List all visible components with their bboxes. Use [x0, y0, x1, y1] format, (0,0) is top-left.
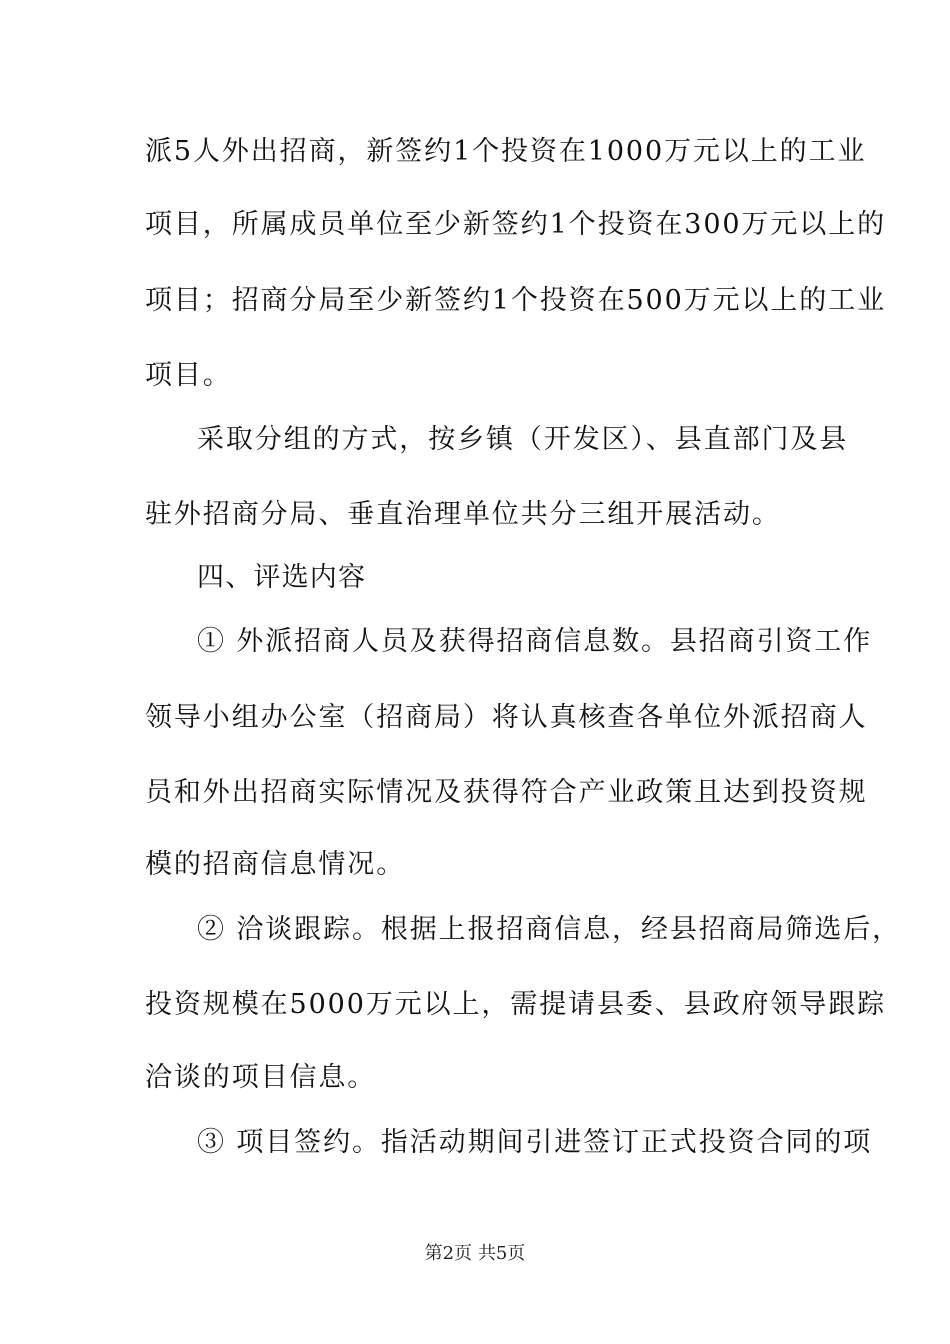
body-text-line: 领导小组办公室（招商局）将认真核查各单位外派招商人: [145, 702, 868, 733]
body-text-line: 项目；招商分局至少新签约1个投资在500万元以上的工业: [145, 285, 887, 316]
body-text-line: 模的招商信息情况。: [145, 849, 406, 880]
paragraph-first-line: ③ 项目签约。指活动期间引进签订正式投资合同的项: [197, 1127, 873, 1158]
body-text-line: 项目，所属成员单位至少新签约1个投资在300万元以上的: [145, 209, 887, 240]
body-text-line: 派5人外出招商，新签约1个投资在1000万元以上的工业: [145, 136, 867, 167]
body-text-line: 投资规模在5000万元以上，需提请县委、县政府领导跟踪: [145, 989, 887, 1020]
body-text-line: 洽谈的项目信息。: [145, 1062, 377, 1093]
body-text-line: 员和外出招商实际情况及获得符合产业政策且达到投资规: [145, 777, 868, 808]
paragraph-first-line: ① 外派招商人员及获得招商信息数。县招商引资工作: [197, 626, 873, 657]
page-footer: 第2页 共5页: [424, 1243, 526, 1264]
body-text-line: 驻外招商分局、垂直治理单位共分三组开展活动。: [145, 499, 781, 530]
paragraph-first-line: 采取分组的方式，按乡镇（开发区）、县直部门及县: [197, 424, 849, 455]
section-heading: 四、评选内容: [197, 562, 367, 593]
paragraph-first-line: ② 洽谈跟踪。根据上报招商信息，经县招商局筛选后，: [197, 914, 902, 945]
body-text-line: 项目。: [145, 360, 232, 391]
